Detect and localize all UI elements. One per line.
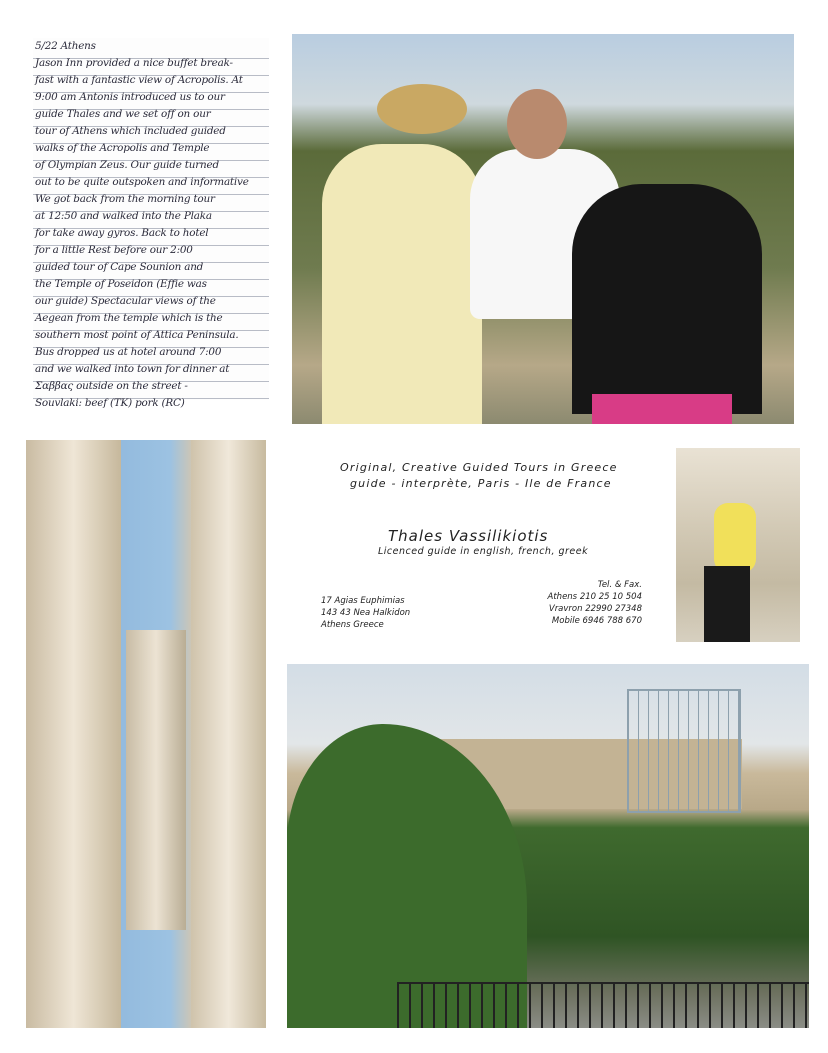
journal-note [33,38,269,409]
column-right [191,440,266,1028]
journal-line: Souvlaki: beef (TK) pork (RC) [35,397,185,409]
journal-line: for a little Rest before our 2:00 [35,244,193,256]
journal-line: out to be quite outspoken and informative [35,176,249,188]
straw-hat [377,84,467,134]
journal-line: of Olympian Zeus. Our guide turned [35,159,219,171]
journal-line: Σαββας outside on the street - [35,380,188,392]
journal-line: and we walked into town for dinner at [35,363,230,375]
journal-line: the Temple of Poseidon (Effie was [35,278,207,290]
phone-line: Mobile 6946 788 670 [551,616,642,626]
journal-line: Bus dropped us at hotel around 7:00 [35,346,222,358]
phone-line: Athens 210 25 10 504 [547,592,642,602]
journal-line: tour of Athens which included guided [35,125,226,137]
person-black-top [572,184,762,414]
column-middle [126,630,186,930]
journal-line: We got back from the morning tour [35,193,215,205]
photo-parthenon-columns [26,440,266,1028]
card-phones [548,579,642,627]
scaffolding [627,689,741,813]
yellow-shirt [714,503,756,573]
business-card [300,455,660,635]
card-address [321,595,410,631]
journal-line: guided tour of Cape Sounion and [35,261,204,273]
person-hat-yellow-shirt [322,144,482,424]
pink-shirt [592,394,732,424]
iron-fence [397,982,809,1028]
address-line: Athens Greece [321,620,384,630]
journal-line: at 12:50 and walked into the Plaka [35,210,212,222]
photo-guide-pointing [676,448,800,642]
dark-pants [704,566,750,642]
guide-head [507,89,567,159]
address-line: 143 43 Nea Halkidon [321,608,411,618]
journal-line: Jason Inn provided a nice buffet break- [35,57,233,69]
journal-line: our guide) Spectacular views of the [35,295,216,307]
photo-guide-with-tourists [292,34,794,424]
card-tagline: Original, Creative Guided Tours in Greece [340,461,618,474]
card-subtitle: Licenced guide in english, french, greek [378,546,589,557]
journal-line: fast with a fantastic view of Acropolis. At [35,74,243,86]
phone-line: Vravron 22990 27348 [548,604,642,614]
journal-line: for take away gyros. Back to hotel [35,227,209,239]
journal-line: 5/22 Athens [35,40,96,52]
journal-line: Aegean from the temple which is the [35,312,223,324]
photo-acropolis-scaffolding [287,664,809,1028]
journal-line: walks of the Acropolis and Temple [35,142,210,154]
journal-line: guide Thales and we set off on our [35,108,211,120]
journal-line: southern most point of Attica Peninsula. [35,329,239,341]
journal-line: 9:00 am Antonis introduced us to our [35,91,225,103]
address-line: 17 Agias Euphimias [321,596,405,606]
phone-line: Tel. & Fax. [597,580,642,590]
card-tagline-2: guide - interprète, Paris - Ile de France [350,477,612,490]
column-left [26,440,121,1028]
card-name: Thales Vassilikiotis [388,527,549,545]
